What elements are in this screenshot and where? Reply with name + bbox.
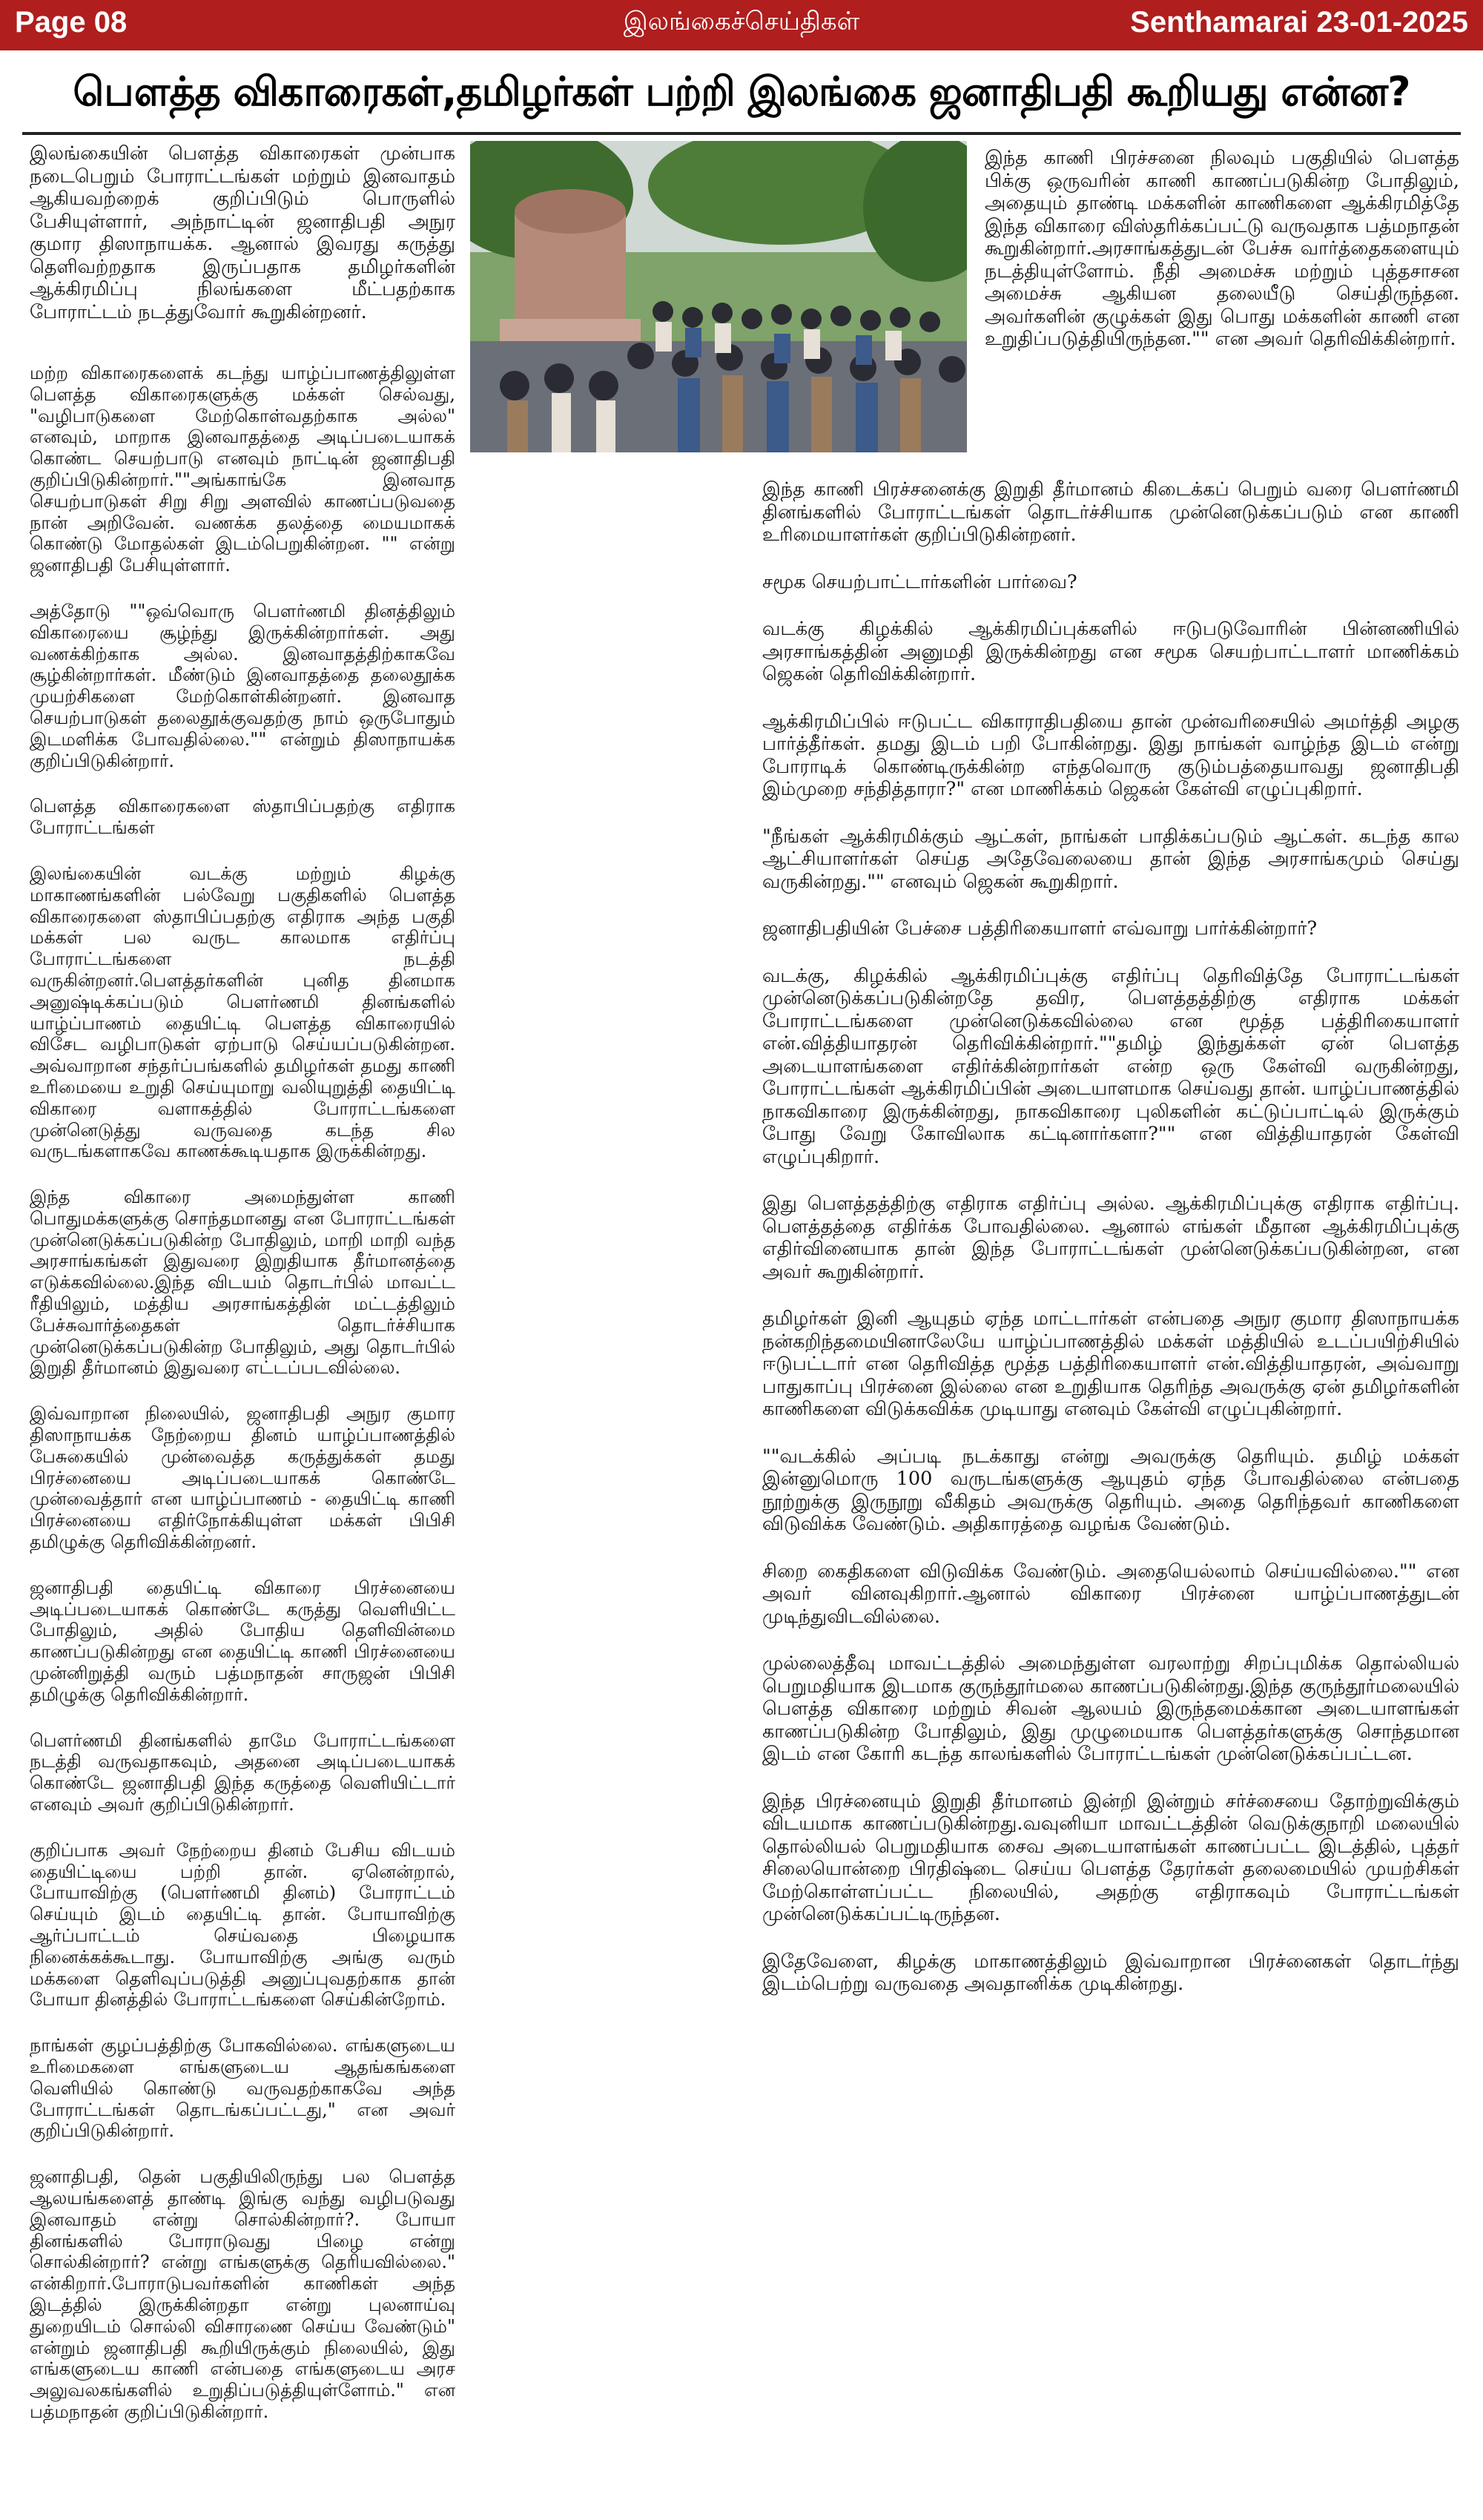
publication-date: Senthamarai 23-01-2025 xyxy=(1130,6,1468,39)
right-paragraph-6: இது பௌத்தத்திற்கு எதிராக எதிர்ப்பு அல்ல. ஆக்கிரமிப்புக்கு எதிராக எதிர்ப்பு. பௌத்தத்தை எதிர்க்க போவதில்லை. ஆனால் எங்கள் மீதான ஆக்கிரமிப்புக்கு எதிர்வினையாக தான் இந்த போராட்டங்கள் முன்னெடுக்கப்படுகின்றன, என அவர் கூறுகின்றார். xyxy=(762,1193,1459,1283)
left-article-column xyxy=(30,363,455,2447)
left-paragraph-1: மற்ற விகாரைகளைக் கடந்து யாழ்ப்பாணத்திலுள்ள பௌத்த விகாரைகளுக்கு மக்கள் செல்வது, "வழிபாடுகளை மேற்கொள்வதற்காக அல்ல" எனவும், மாறாக இனவாதத்தை அடிப்படையாகக் கொண்ட செயற்பாடு எனவும் நாட்டின் ஜனாதிபதி குறிப்பிடுகின்றார்.""அங்காங்கே இனவாத செயற்பாடுகள் சிறு சிறு அளவில் காணப்படுவதை நான் அறிவேன். வணக்க தலத்தை மையமாகக் கொண்டு மோதல்கள் இடம்பெறுகின்றன. "" என்று ஜனாதிபதி பேசியுள்ளார். xyxy=(30,363,455,576)
right-paragraph-2: வடக்கு கிழக்கில் ஆக்கிரமிப்புக்களில் ஈடுபடுவோரின் பின்னணியில் அரசாங்கத்தின் அனுமதி இருக்கின்றது என சமூக செயற்பாட்டாளர் மாணிக்கம் ஜெகன் தெரிவிக்கின்றார். xyxy=(762,618,1459,685)
right-paragraph-9: சிறை கைதிகளை விடுவிக்க வேண்டும். அதையெல்லாம் செய்யவில்லை."" என அவர் வினவுகிறார்.ஆனால் விகாரை பிரச்னை யாழ்ப்பாணத்துடன் முடிந்துவிடவில்லை. xyxy=(762,1560,1459,1628)
subheading-journalist: ஜனாதிபதியின் பேச்சை பத்திரிகையாளர் எவ்வாறு பார்க்கின்றார்? xyxy=(762,917,1318,940)
left-paragraph-3: இலங்கையின் வடக்கு மற்றும் கிழக்கு மாகாணங்களின் பல்வேறு பகுதிகளில் பௌத்த விகாரைகளை ஸ்தாபிப்பதற்கு எதிராக அந்த பகுதி மக்கள் பல வருட காலமாக எதிர்ப்பு போராட்டங்களை நடத்தி வருகின்றனர்.பௌத்தர்களின் புனித தினமாக அனுஷ்டிக்கப்படும் பௌர்ணமி தினங்களில் யாழ்ப்பாணம் தையிட்டி பௌத்த விகாரையில் விசேட வழிபாடுகள் ஏற்பாடு செய்யப்படுகின்றன. அவ்வாறான சந்தர்ப்பங்களில் தமிழர்கள் தமது காணி உரிமையை உறுதி செய்யுமாறு வலியுறுத்தி தையிட்டி விகாரை வளாகத்தில் போராட்டங்களை முன்னெடுத்து வருவதை கடந்த சில வருடங்களாகவே காணக்கூடியதாக இருக்கின்றது. xyxy=(30,862,455,1162)
right-paragraph-3: ஆக்கிரமிப்பில் ஈடுபட்ட விகாராதிபதியை தான் முன்வரிசையில் அமர்த்தி அழகு பார்த்தீர்கள். தமது இடம் பறி போகின்றது. இது நாங்கள் வாழ்ந்த இடம் என்று போராடிக் கொண்டிருக்கின்ற எந்தவொரு குடும்பத்தையாவது ஜனாதிபதி இம்முறை சந்தித்தாரா?" என மாணிக்கம் ஜெகன் கேள்வி எழுப்புகிறார். xyxy=(762,710,1459,800)
right-paragraph-1: இந்த காணி பிரச்சனைக்கு இறுதி தீர்மானம் கிடைக்கப் பெறும் வரை பௌர்ணமி தினங்களில் போராட்டங்கள் தொடர்ச்சியாக முன்னெடுக்கப்படும் என காணி உரிமையாளர்கள் குறிப்பிடுகின்றனர். xyxy=(762,478,1459,546)
protest-photo-illustration xyxy=(470,141,967,452)
left-paragraph-6: ஜனாதிபதி தையிட்டி விகாரை பிரச்னையை அடிப்படையாகக் கொண்டே கருத்து வெளியிட்ட போதிலும், அதில் போதிய தெளிவின்மை காணப்படுகின்றது என தையிட்டி காணி பிரச்னையை முன்னிறுத்தி வரும் பத்மநாதன் சாருஜன் பிபிசி தமிழுக்கு தெரிவிக்கின்றார். xyxy=(30,1577,455,1705)
right-paragraph-10: முல்லைத்தீவு மாவட்டத்தில் அமைந்துள்ள வரலாற்று சிறப்புமிக்க தொல்லியல் பெறுமதியாக இடமாக குருந்தூர்மலை காணப்படுகின்றது.இந்த குருந்தூர்மலையில் பௌத்த விகாரை மற்றும் சிவன் ஆலயம் இருந்தமைக்கான அடையாளங்கள் காணப்படுகின்ற போதிலும், இது முழுமையாக பௌத்தர்களுக்கு சொந்தமான இடம் என கோரி கடந்த காலங்களில் போராட்டங்கள் முன்னெடுக்கப்பட்டன. xyxy=(762,1652,1459,1765)
right-paragraph-7: தமிழர்கள் இனி ஆயுதம் ஏந்த மாட்டார்கள் என்பதை அநுர குமார திஸாநாயக்க நன்கறிந்தமையினாலேயே யாழ்ப்பாணத்தில் மக்கள் மத்தியில் உடப்பயிற்சியில் ஈடுபட்டார் என தெரிவித்த மூத்த பத்திரிகையாளர் என்.வித்தியாதரன், அவ்வாறு பாதுகாப்பு பிரச்னை இல்லை என உறுதியாக தெரிந்த அவருக்கு ஏன் தமிழர்களின் காணிகளை விடுக்கவிக்க முடியாது எனவும் கேள்வி எழுப்புகின்றார். xyxy=(762,1307,1459,1420)
headline-divider xyxy=(22,132,1461,135)
left-paragraph-7: பௌர்ணமி தினங்களில் தாமே போராட்டங்களை நடத்தி வருவதாகவும், அதனை அடிப்படையாகக் கொண்டே ஜனாதிபதி இந்த கருத்தை வெளியிட்டார் எனவும் அவர் குறிப்பிடுகின்றார். xyxy=(30,1729,455,1815)
right-top-column xyxy=(985,147,1459,375)
right-paragraph-4: "நீங்கள் ஆக்கிரமிக்கும் ஆட்கள், நாங்கள் பாதிக்கப்படும் ஆட்கள். கடந்த கால ஆட்சியாளர்கள் செய்த அதேவேலையை தான் இந்த அரசாங்கமும் செய்து வருகின்றது."" எனவும் ஜெகன் கூறுகிறார். xyxy=(762,825,1459,893)
left-paragraph-5: இவ்வாறான நிலையில், ஜனாதிபதி அநுர குமார திஸாநாயக்க நேற்றைய தினம் யாழ்ப்பாணத்தில் பேசுகையில் முன்வைத்த கருத்துக்கள் தமது பிரச்னையை அடிப்படையாகக் கொண்டே முன்வைத்தார் என யாழ்ப்பாணம் - தையிட்டி காணி பிரச்னையை எதிர்நோக்கியுள்ள மக்கள் பிபிசி தமிழுக்கு தெரிவிக்கின்றனர். xyxy=(30,1403,455,1553)
subheading-activists: சமூக செயற்பாட்டார்களின் பார்வை? xyxy=(762,570,1077,593)
left-paragraph-9: நாங்கள் குழப்பத்திற்கு போகவில்லை. எங்களுடைய உரிமைகளை எங்களுடைய ஆதங்கங்களை வெளியில் கொண்டு வருவதற்காகவே அந்த போராட்டங்கள் தொடங்கப்பட்டது," என அவர் குறிப்பிடுகின்றார். xyxy=(30,2035,455,2142)
left-paragraph-4: இந்த விகாரை அமைந்துள்ள காணி பொதுமக்களுக்கு சொந்தமானது என போராட்டங்கள் முன்னெடுக்கப்படுகின்ற போதிலும், மாறி மாறி வந்த அரசாங்கங்கள் இதுவரை இறுதியாக தீர்மானத்தை எடுக்கவில்லை.இந்த விடயம் தொடர்பில் மாவட்ட ரீதியிலும், மத்திய அரசாங்கத்தின் மட்டத்திலும் பேச்சுவார்த்தைகள் தொடர்ச்சியாக முன்னெடுக்கப்படுகின்ற போதிலும், அது தொடர்பில் இறுதி தீர்மானம் இதுவரை எட்டப்படவில்லை. xyxy=(30,1187,455,1379)
page-number: Page 08 xyxy=(15,6,128,39)
section-name: இலங்கைச்செய்திகள் xyxy=(623,7,860,36)
right-paragraph-5: வடக்கு, கிழக்கில் ஆக்கிரமிப்புக்கு எதிர்ப்பு தெரிவித்தே போராட்டங்கள் முன்னெடுக்கப்படுகின்றதே தவிர, பௌத்தத்திற்கு எதிராக மக்கள் போராட்டங்களை முன்னெடுக்கவில்லை என மூத்த பத்திரிகையாளர் என்.வித்தியாதரன் தெரிவிக்கின்றார்.""தமிழ் இந்துக்கள் ஏன் பௌத்த அடையாளங்களை எதிர்க்கின்றார்கள் என்ற ஒரு கேள்வி வருகின்றது, போராட்டங்கள் ஆக்கிரமிப்பின் அடையாளமாக செய்வது தான். யாழ்ப்பாணத்தில் நாகவிகாரை இருக்கின்றது, நாகவிகாரை புலிகளின் கட்டுப்பாட்டில் இருக்கும் போது வேறு கோவிலாக கட்டினார்களா?"" என வித்தியாதரன் கேள்வி எழுப்புகிறார். xyxy=(762,964,1459,1168)
left-paragraph-10: ஜனாதிபதி, தென் பகுதியிலிருந்து பல பௌத்த ஆலயங்களைத் தாண்டி இங்கு வந்து வழிபடுவது இனவாதம் என்று சொல்கின்றார்?. போயா தினங்களில் போராடுவது பிழை என்று சொல்கின்றார்? என்று எங்களுக்கு தெரியவில்லை." என்கிறார்.போராடுபவர்களின் காணிகள் அந்த இடத்தில் இருக்கின்றதா என்று புலனாய்வு துறையிடம் சொல்லி விசாரணை செய்ய வேண்டும்" என்றும் ஜனாதிபதி கூறியிருக்கும் நிலையில், இது எங்களுடைய காணி என்பதை எங்களுடைய அரச அலுவலகங்களில் உறுதிப்படுத்தியுள்ளோம்." என பத்மநாதன் குறிப்பிடுகின்றார். xyxy=(30,2166,455,2422)
page-header xyxy=(0,0,1483,50)
right-paragraph-11: இந்த பிரச்னையும் இறுதி தீர்மானம் இன்றி இன்றும் சர்ச்சையை தோற்றுவிக்கும் விடயமாக காணப்படுகின்றது.வவுனியா மாவட்டத்தின் வெடுக்குநாறி மலையில் தொல்லியல் பெறுமதியாக சைவ அடையாளங்கள் காணப்பட்ட இடத்தில், புத்தர் சிலையொன்றை பிரதிஷ்டை செய்ய பௌத்த தேரர்கள் தலைமையில் முயற்சிகள் மேற்கொள்ளப்பட்ட நிலையில், அதற்கு எதிராகவும் போராட்டங்கள் முன்னெடுக்கப்பட்டிருந்தன. xyxy=(762,1790,1459,1925)
right-paragraph-8: ""வடக்கில் அப்படி நடக்காது என்று அவருக்கு தெரியும். தமிழ் மக்கள் இன்னுமொரு 100 வருடங்களுக்கு ஆயுதம் ஏந்த போவதில்லை என்பதை நூற்றுக்கு இருநூறு வீகிதம் அவருக்கு தெரியும். அதை தெரிந்தவர் காணிகளை விடுவிக்க வேண்டும். அதிகாரத்தை வழங்க வேண்டும். xyxy=(762,1445,1459,1535)
article-headline: பௌத்த விகாரைகள்,தமிழர்கள் பற்றி இலங்கை ஜனாதிபதி கூறியது என்ன? xyxy=(73,68,1410,115)
right-paragraph-12: இதேவேளை, கிழக்கு மாகாணத்திலும் இவ்வாறான பிரச்னைகள் தொடர்ந்து இடம்பெற்று வருவதை அவதானிக்க முடிகின்றது. xyxy=(762,1950,1459,1995)
intro-paragraph-column xyxy=(30,142,455,348)
intro-paragraph: இலங்கையின் பௌத்த விகாரைகள் முன்பாக நடைபெறும் போராட்டங்கள் மற்றும் இனவாதம் ஆகியவற்றைக் குறிப்பிடும் பொருளில் பேசியுள்ளார், அந்நாட்டின் ஜனாதிபதி அநுர குமார திஸாநாயக்க. ஆனால் இவரது கருத்து தெளிவற்றதாக இருப்பதாக தமிழர்களின் ஆக்கிரமிப்பு நிலங்களை மீட்பதற்காக போராட்டம் நடத்துவோர் கூறுகின்றனர். xyxy=(30,142,455,323)
subheading-protests: பௌத்த விகாரைகளை ஸ்தாபிப்பதற்கு எதிராக போராட்டங்கள் xyxy=(30,796,455,839)
left-paragraph-8: குறிப்பாக அவர் நேற்றைய தினம் பேசிய விடயம் தையிட்டியை பற்றி தான். ஏனென்றால், போயாவிற்கு (பௌர்ணமி தினம்) போராட்டம் செய்யும் இடம் தையிட்டி தான். போயாவிற்கு ஆர்ப்பாட்டம் செய்வதை பிழையாக நினைக்கக்கூடாது. போயாவிற்கு அங்கு வரும் மக்களை தெளிவுப்படுத்தி அனுப்புவதற்காக தான் போயா தினத்தில் போராட்டங்களை செய்கின்றோம். xyxy=(30,1839,455,2011)
right-top-paragraph: இந்த காணி பிரச்சனை நிலவும் பகுதியில் பௌத்த பிக்கு ஒருவரின் காணி காணப்படுகின்ற போதிலும், அதையும் தாண்டி மக்களின் காணிகளை ஆக்கிரமித்தே இந்த விகாரை விஸ்தரிக்கப்பட்டு வருவதாக பத்மநாதன் கூறுகின்றார்.அரசாங்கத்துடன் பேச்சு வார்த்தைகளையும் நடத்தியுள்ளோம். நீதி அமைச்சு மற்றும் புத்தசாசன அமைச்சு ஆகியன தலையீடு செய்திருந்தன. அவர்களின் குழுக்கள் இது பொது மக்களின் காணி என உறுதிப்படுத்தியிருந்தன."" என அவர் தெரிவிக்கின்றார். xyxy=(985,147,1459,350)
left-paragraph-2: அத்தோடு ""ஒவ்வொரு பௌர்ணமி தினத்திலும் விகாரையை சூழ்ந்து இருக்கின்றார்கள். அது வணக்கிற்காக அல்ல. இனவாதத்திற்காகவே சூழ்கின்றார்கள். மீண்டும் இனவாதத்தை தலைதூக்க முயற்சிகளை மேற்கொள்கின்றனர். இனவாத செயற்பாடுகள் தலைதூக்குவதற்கு நாம் ஒருபோதும் இடமளிக்க போவதில்லை."" என்றும் திஸாநாயக்க குறிப்பிடுகின்றார். xyxy=(30,600,455,771)
right-article-column xyxy=(762,478,1459,2020)
protest-photo xyxy=(470,141,967,452)
